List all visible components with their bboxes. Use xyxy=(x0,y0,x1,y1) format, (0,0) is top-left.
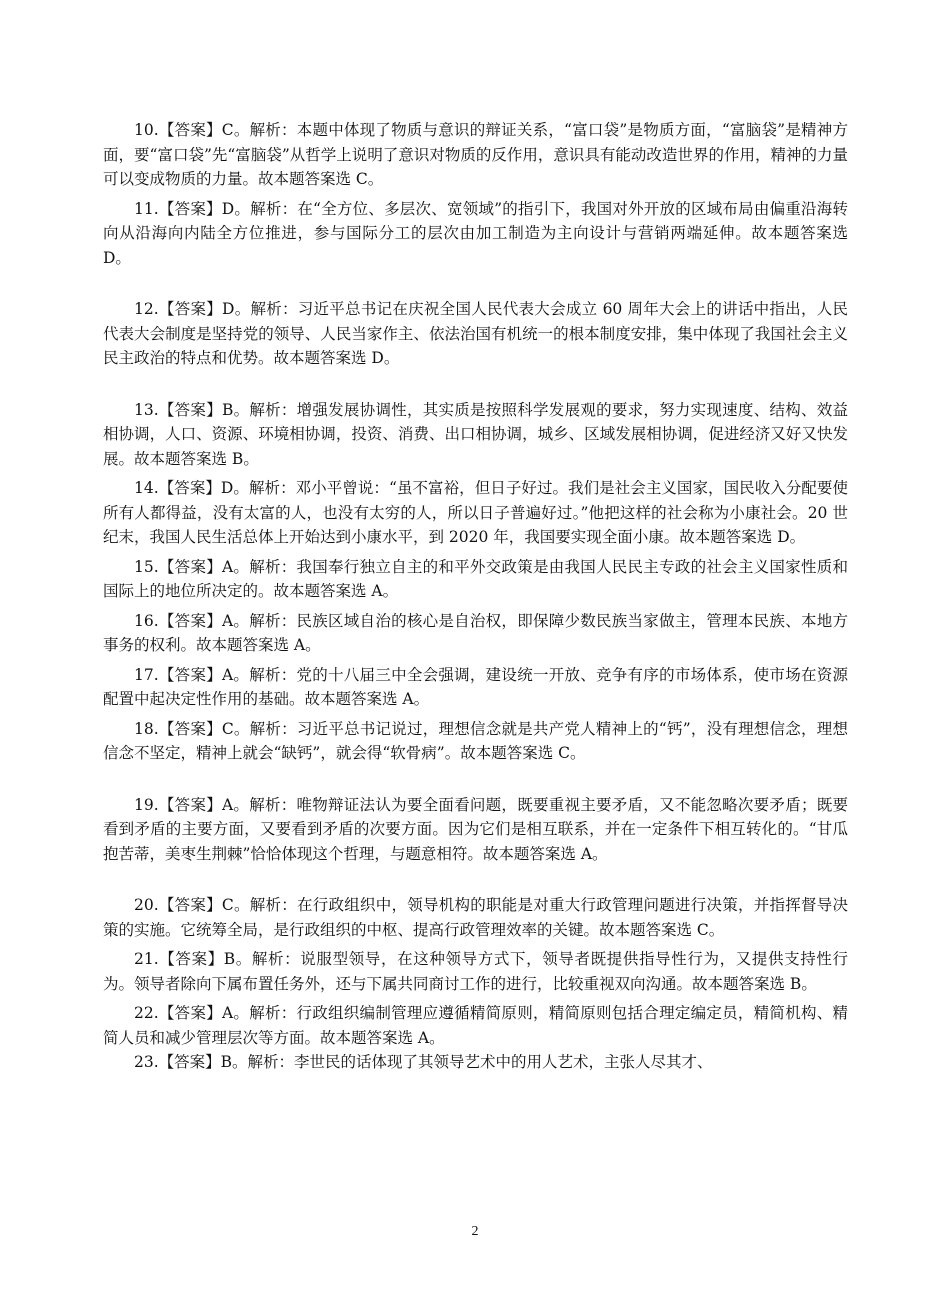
answer-18: 18.【答案】C。解析：习近平总书记说过，理想信念就是共产党人精神上的“钙”，没有理想信念，理想信念不坚定，精神上就会“缺钙”，就会得“软骨病”。故本题答案选 C。 xyxy=(103,719,848,762)
answer-11: 11.【答案】D。解析：在“全方位、多层次、宽领域”的指引下，我国对外开放的区域布局由偏重沿海转向从沿海向内陆全方位推进，参与国际分工的层次由加工制造为主向设计与营销两端延伸。故本题答案选 D。 xyxy=(103,199,848,267)
answer-20: 20.【答案】C。解析：在行政组织中，领导机构的职能是对重大行政管理问题进行决策，并指挥督导决策的实施。它统筹全局，是行政组织的中枢、提高行政管理效率的关键。故本题答案选 C。 xyxy=(103,896,848,939)
answer-15: 15.【答案】A。解析：我国奉行独立自主的和平外交政策是由我国人民民主专政的社会主义国家性质和国际上的地位所决定的。故本题答案选 A。 xyxy=(103,557,848,600)
answer-17: 17.【答案】A。解析：党的十八届三中全会强调，建设统一开放、竞争有序的市场体系，使市场在资源配置中起决定性作用的基础。故本题答案选 A。 xyxy=(103,665,848,708)
answer-19: 19.【答案】A。解析：唯物辩证法认为要全面看问题，既要重视主要矛盾，又不能忽略次要矛盾；既要看到矛盾的主要方面，又要看到矛盾的次要方面。因为它们是相互联系，并在一定条件下相互转化的。“甘瓜抱苦蒂，美枣生荆棘”恰恰体现这个哲理，与题意相符。故本题答案选 A。 xyxy=(103,795,848,863)
document-body xyxy=(103,118,848,1075)
answer-22: 22.【答案】A。解析：行政组织编制管理应遵循精简原则，精简原则包括合理定编定员，精简机构、精简人员和减少管理层次等方面。故本题答案选 A。 xyxy=(103,1004,848,1047)
answer-14: 14.【答案】D。解析：邓小平曾说：“虽不富裕，但日子好过。我们是社会主义国家，国民收入分配要使所有人都得益，没有太富的人，也没有太穷的人，所以日子普遍好过。”他把这样的社会称为小康社会。20 世纪末，我国人民生活总体上开始达到小康水平，到 2020 年，我国要实现全面小康。故本题答案选 D。 xyxy=(103,479,848,546)
answer-23: 23.【答案】B。解析：李世民的话体现了其领导艺术中的用人艺术，主张人尽其才、 xyxy=(134,1053,713,1071)
answer-12: 12.【答案】D。解析：习近平总书记在庆祝全国人民代表大会成立 60 周年大会上的讲话中指出，人民代表大会制度是坚持党的领导、人民当家作主、依法治国有机统一的根本制度安排，集中体现了我国社会主义民主政治的特点和优势。故本题答案选 D。 xyxy=(103,300,848,367)
answer-21: 21.【答案】B。解析：说服型领导，在这种领导方式下，领导者既提供指导性行为，又提供支持性行为。领导者除向下属布置任务外，还与下属共同商讨工作的进行，比较重视双向沟通。故本题答案选 B。 xyxy=(103,950,848,993)
page-number: 2 xyxy=(471,1224,479,1239)
answer-16: 16.【答案】A。解析：民族区域自治的核心是自治权，即保障少数民族当家做主，管理本民族、本地方事务的权利。故本题答案选 A。 xyxy=(103,611,848,654)
answer-10: 10.【答案】C。解析：本题中体现了物质与意识的辩证关系，“富口袋”是物质方面，“富脑袋”是精神方面，要“富口袋”先“富脑袋”从哲学上说明了意识对物质的反作用，意识具有能动改造世界的作用，精神的力量可以变成物质的力量。故本题答案选 C。 xyxy=(103,121,848,188)
answer-13: 13.【答案】B。解析：增强发展协调性，其实质是按照科学发展观的要求，努力实现速度、结构、效益相协调，人口、资源、环境相协调，投资、消费、出口相协调，城乡、区域发展相协调，促进经济又好又快发展。故本题答案选 B。 xyxy=(103,400,848,468)
